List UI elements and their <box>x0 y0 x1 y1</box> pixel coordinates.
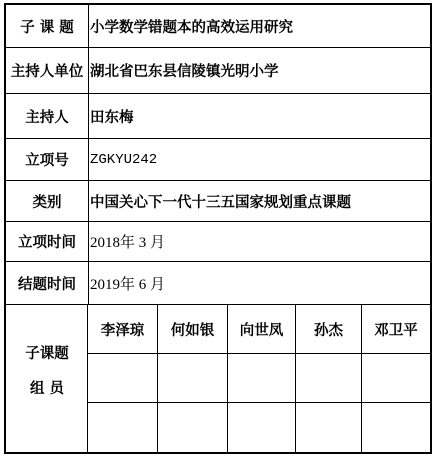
member-name-cell: 孙杰 <box>296 305 362 354</box>
member-empty-cell <box>296 354 362 403</box>
row-approval-time <box>6 222 430 262</box>
completion-time-label: 结题时间 <box>6 262 89 304</box>
project-info-form <box>4 3 432 454</box>
member-name-cell: 何如银 <box>158 305 228 354</box>
member-name-cell: 李泽琼 <box>88 305 158 354</box>
category-label: 类别 <box>6 181 89 221</box>
row-category <box>6 181 430 222</box>
member-empty-cell <box>158 354 228 403</box>
member-empty-cell <box>158 403 228 452</box>
member-empty-cell <box>228 403 296 452</box>
host-person-value: 田东梅 <box>90 109 134 126</box>
member-empty-cell <box>362 354 430 403</box>
member-empty-cell <box>362 403 430 452</box>
members-label <box>6 305 88 452</box>
members-label-line2: 组 员 <box>29 381 65 397</box>
member-name-cell: 向世凤 <box>228 305 296 354</box>
row-host-person <box>6 94 430 139</box>
host-unit-value: 湖北省巴东县信陵镇光明小学 <box>90 64 279 80</box>
member-empty-cell <box>296 403 362 452</box>
row-completion-time <box>6 262 430 305</box>
members-grid <box>88 305 430 452</box>
approval-time-value: 2018年 3 月 <box>90 235 166 251</box>
member-empty-cell <box>88 354 158 403</box>
host-unit-label: 主持人单位 <box>6 48 89 93</box>
project-number-label: 立项号 <box>6 139 89 180</box>
host-person-label: 主持人 <box>6 94 89 138</box>
member-name-cell: 邓卫平 <box>362 305 430 354</box>
row-subproject-title <box>6 5 430 48</box>
project-number-value: ZGKYU242 <box>90 151 158 168</box>
members-section <box>6 305 430 452</box>
completion-time-value: 2019年 6 月 <box>90 276 166 293</box>
row-project-number <box>6 139 430 181</box>
approval-time-label: 立项时间 <box>6 222 89 261</box>
row-host-unit <box>6 48 430 94</box>
members-label-line1: 子课题 <box>25 346 69 362</box>
subproject-title-label: 子 课 题 <box>6 5 89 47</box>
member-empty-cell <box>88 403 158 452</box>
subproject-title-value: 小学数学错题本的高效运用研究 <box>90 19 293 36</box>
member-empty-cell <box>228 354 296 403</box>
category-value: 中国关心下一代十三五国家规划重点课题 <box>90 194 351 211</box>
